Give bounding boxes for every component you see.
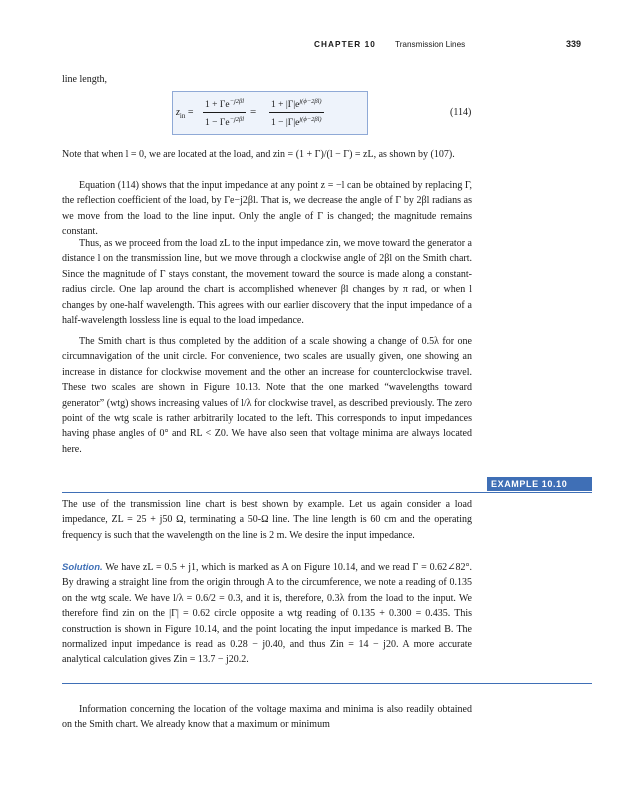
- equation-114-box: [172, 91, 368, 135]
- paragraph-note: Note that when l = 0, we are located at the load, and zin = (1 + Γ)/(l − Γ) = zL, as shown by (107).: [62, 149, 455, 160]
- equation-lhs: $z_{in}$ =: [176, 107, 194, 120]
- example-label: EXAMPLE 10.10: [487, 477, 592, 491]
- equation-number: (114): [450, 107, 472, 118]
- example-top-rule: [62, 492, 592, 493]
- paragraph-maxima-minima: Information concerning the location of the voltage maxima and minima is also readily obtained on the Smith chart. We already know that a maximum or minimum: [62, 704, 472, 731]
- equals-sign: =: [250, 106, 257, 118]
- page-number: 339: [566, 39, 582, 49]
- paragraph-generator-movement: Thus, as we proceed from the load zL to the input impedance zin, we move toward the generator a distance l on the transmission line, but we move through a clockwise angle of 2βl on the Smith chart. Since the magnitude of Γ stays constant, the movement toward the source is made along a constant-radius circle. One lap around the chart is accomplished whenever βl changes by π rad, or when l changes by one-half wavelength. This agrees with our earlier discovery that the input impedance of a half-wavelength lossless line is equal to the load impedance.: [62, 238, 472, 327]
- solution-label: Solution.: [62, 562, 103, 573]
- example-bottom-rule: [62, 683, 592, 684]
- paragraph-smith-chart-scales: The Smith chart is thus completed by the addition of a scale showing a change of 0.5λ for one circumnavigation of the unit circle. For convenience, two scales are usually given, one showing an increase in distance for clockwise movement and the other an increase for counterclockwise travel. These two scales are shown in Figure 10.13. Note that the one marked “wavelengths toward generator” (wtg) shows increasing values of l/λ for clockwise travel, as described previously. The zero point of the wtg scale is rather arbitrarily located to the left. This corresponds to input impedances having phase angles of 0° and RL < Z0. We have also seen that voltage minima are always located here.: [62, 336, 472, 455]
- chapter-label: CHAPTER 10: [314, 40, 376, 49]
- solution-text: We have zL = 0.5 + j1, which is marked as A on Figure 10.14, and we read Γ = 0.62∠82°. By drawing a straight line from the origin through A to the circumference, we note a reading of 0.135 on the wtg scale. We have l/λ = 0.6/2 = 0.3, and it is, therefore, 0.3λ from the load to the input. We therefore find zin on the |Γ| = 0.62 circle opposite a wtg reading of 0.135 + 0.300 = 0.435. This construction is shown in Figure 10.14, and the point locating the input impedance is marked B. The normalized input impedance is read as 0.28 − j0.40, and thus Zin = 14 − j20. A more accurate analytical calculation gives Zin = 13.7 − j20.2.: [62, 562, 472, 666]
- chapter-title: Transmission Lines: [395, 40, 466, 49]
- example-problem: The use of the transmission line chart is best shown by example. Let us again consider a load impedance, ZL = 25 + j50 Ω, terminating a 50-Ω line. The line length is 60 cm and the operating frequency is such that the wavelength on the line is 2 m. We desire the input impedance.: [62, 499, 472, 541]
- lead-text: line length,: [62, 74, 107, 85]
- fraction-gamma: $\frac{1 + \Gamma e^{-j2\beta l}}{1 - \Gamma e^{-j2\beta l}}$: [203, 95, 246, 130]
- running-header: [0, 38, 627, 52]
- paragraph-equation-114: Equation (114) shows that the input impedance at any point z = −l can be obtained by replacing Γ, the reflection coefficient of the load, by Γe−j2βl. That is, we decrease the angle of Γ by 2βl radians as we move from the load to the line input. Only the angle of Γ is changed; the magnitude remains constant.: [62, 180, 472, 238]
- fraction-phase: $\frac{1 + |\Gamma|e^{j(\phi-2\beta l)}}{1 - |\Gamma|e^{j(\phi-2\beta l)}}$: [269, 95, 324, 130]
- example-solution: [62, 560, 472, 668]
